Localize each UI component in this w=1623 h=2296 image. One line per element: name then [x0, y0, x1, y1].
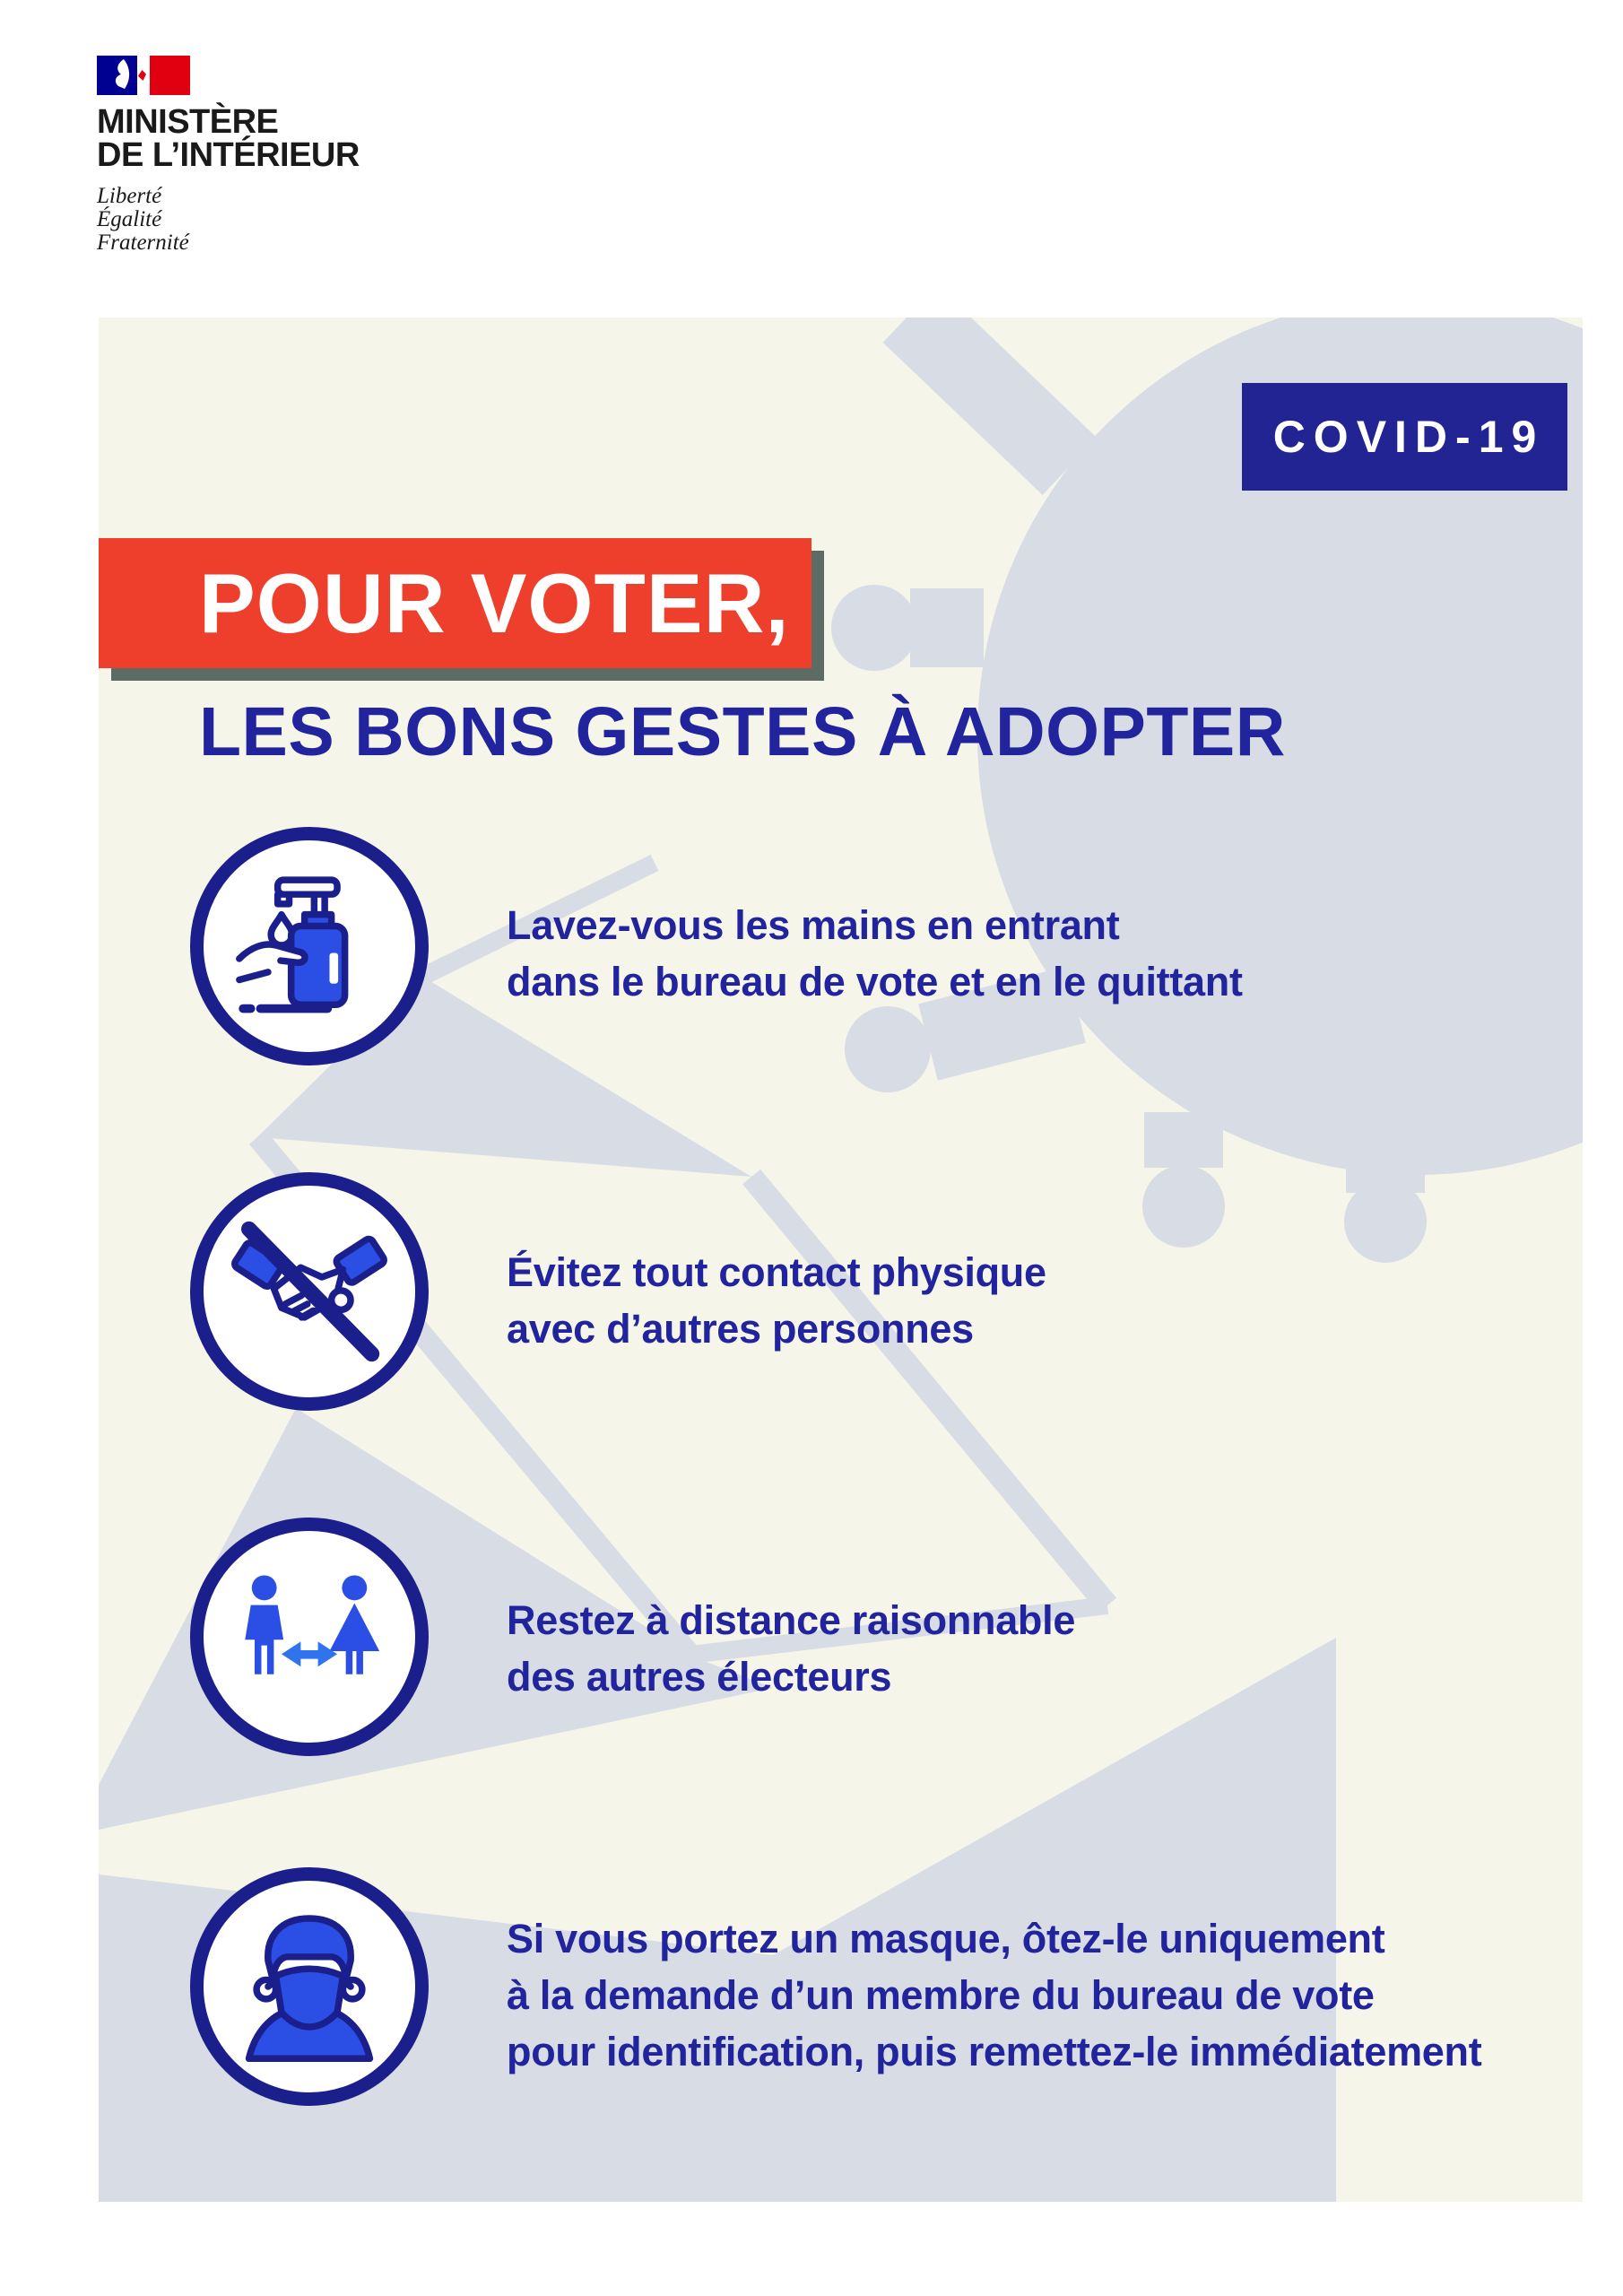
motto-line1: Liberté [97, 184, 162, 208]
guideline-2-text [507, 1244, 1046, 1357]
guideline-2-line1: Évitez tout contact physique [507, 1249, 1046, 1295]
guideline-2-line2: avec d’autres personnes [507, 1306, 974, 1352]
motto-line2: Égalité [97, 207, 162, 231]
ministry-name-line1: MINISTÈRE [97, 103, 279, 141]
headline-banner [99, 538, 812, 668]
covid-19-badge-label: COVID-19 [1272, 412, 1545, 462]
guideline-3-line1: Restez à distance raisonnable [507, 1597, 1076, 1643]
social-distancing-icon [190, 1518, 429, 1756]
french-flag-icon [97, 56, 190, 95]
headline-subtitle: LES BONS GESTES À ADOPTER [199, 693, 1286, 770]
face-mask-icon [190, 1867, 429, 2106]
headline-banner-text: POUR VOTER, [199, 555, 790, 650]
guideline-3-text [507, 1592, 1075, 1705]
guideline-4-line3: pour identification, puis remettez-le immédiatement [507, 2029, 1482, 2074]
republic-motto [97, 185, 360, 255]
ministry-logo [97, 56, 360, 255]
guideline-3-line2: des autres électeurs [507, 1654, 892, 1700]
ministry-name-line2: DE L’INTÉRIEUR [97, 136, 360, 174]
no-handshake-icon [190, 1172, 429, 1411]
guideline-1-line1: Lavez-vous les mains en entrant [507, 902, 1120, 948]
ministry-name [97, 103, 360, 174]
marianne-icon [97, 56, 137, 95]
motto-line3: Fraternité [97, 230, 189, 255]
guideline-4-text [507, 1910, 1481, 2080]
guideline-4-line1: Si vous portez un masque, ôtez-le uniquement [507, 1916, 1385, 1961]
guideline-4-line2: à la demande d’un membre du bureau de vote [507, 1972, 1375, 2018]
guideline-1-text [507, 897, 1243, 1010]
covid-19-badge [1242, 383, 1567, 491]
hand-washing-icon [190, 827, 429, 1065]
guideline-1-line2: dans le bureau de vote et en le quittant [507, 959, 1243, 1004]
